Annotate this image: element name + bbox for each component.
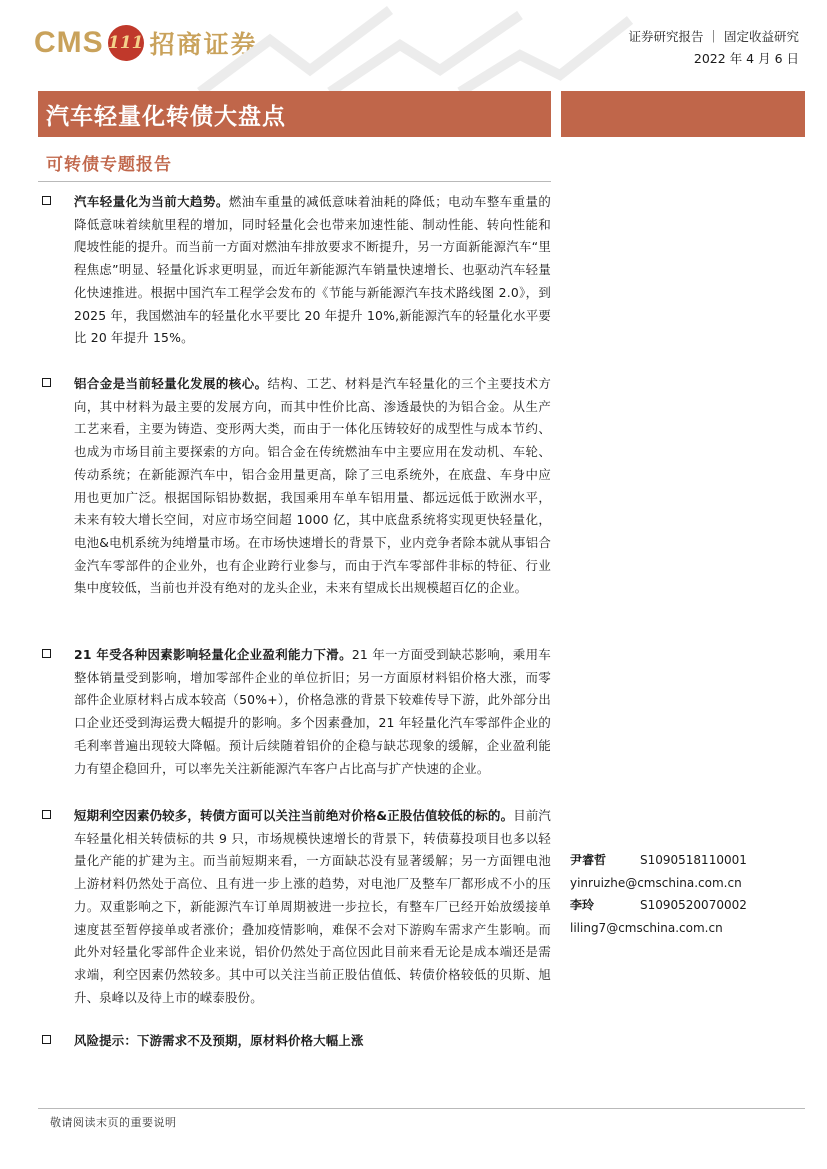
bullet-item — [38, 191, 551, 350]
bullet-square-icon — [42, 649, 51, 658]
bullet-text: 燃油车重量的减低意味着油耗的降低；电动车整车重量的降低意味着续航里程的增加，同时轻量化会也带来加速性能、制动性能、转向性能和爬坡性能的提升。而当前一方面对燃油车排放要求不断提升，另一方面新能源汽车“里程焦虑”明显、轻量化诉求更明显，而近年新能源汽车销量快速增长、也驱动汽车轻量化快速推进。根据中国汽车工程学会发布的《节能与新能源汽车技术路线图 2.0》，到 2025 年，我国燃油车的轻量化水平要比 20 年提升 10%,新能源汽车的轻量化水平要比 20 年提升 15%。 — [74, 194, 552, 346]
header-arrows-watermark-icon — [180, 0, 640, 92]
report-meta — [629, 26, 799, 70]
divider — [38, 181, 551, 182]
bullet-item — [38, 805, 551, 1009]
title-bar — [38, 91, 551, 137]
analyst-cert: S1090520070002 — [640, 898, 747, 912]
bullet-text: 目前汽车轻量化相关转债标的共 9 只，市场规模快速增长的背景下，转债募投项目也多以轻量化产能的扩建为主。而当前短期来看，一方面缺芯没有显著缓解；另一方面锂电池上游材料仍然处于高位、且有进一步上涨的趋势，对电池厂及整车厂都形成不小的压力。双重影响之下，新能源汽车订单周期被进一步拉长，有整车厂已经开始放缓接单速度甚至暂停接单或者涨价；叠加疫情影响，难保不会对下游购车需求产生影响。而此外对轻量化零部件企业来说，铝价仍然处于高位因此目前来看无论是成本端还是需求端，利空因素仍然较多。其中可以关注当前正股估值低、转债价格较低的贝斯、旭升、泉峰以及待上市的嵘泰股份。 — [74, 808, 551, 1005]
bullet-square-icon — [42, 1035, 51, 1044]
bullet-square-icon — [42, 196, 51, 205]
bullet-square-icon — [42, 810, 51, 819]
footer-note: 敬请阅读末页的重要说明 — [50, 1116, 177, 1129]
bullet-lead: 短期利空因素仍较多，转债方面可以关注当前绝对价格&正股估值较低的标的。 — [74, 808, 514, 823]
analyst-email[interactable]: liling7@cmschina.com.cn — [570, 920, 723, 935]
risk-warning: 风险提示：下游需求不及预期，原材料价格大幅上涨 — [74, 1033, 364, 1048]
analyst-name: 李玲 — [570, 898, 595, 912]
bullet-text: 21 年一方面受到缺芯影响，乘用车整体销量受到影响，增加零部件企业的单位折旧；另一方面原材料铝价格大涨，而零部件企业原材料占成本较高（50%+），价格急涨的背景下较难传导下游，此外部分出口企业还受到海运费大幅提升的影响。多个因素叠加，21 年轻量化汽车零部件企业的毛利率普遍出现较大降幅。预计后续随着铝价的企稳与缺芯现象的缓解，企业盈利能力有望企稳回升，可以率先关注新能源汽车客户占比高与扩产快速的企业。 — [74, 647, 551, 776]
bullet-item — [38, 373, 551, 600]
logo-cms-text: CMS — [34, 26, 104, 59]
analyst-email[interactable]: yinruizhe@cmschina.com.cn — [570, 875, 742, 890]
bullet-square-icon — [42, 378, 51, 387]
report-type: 证券研究报告 ｜ 固定收益研究 — [628, 29, 799, 44]
bullet-paragraph — [74, 644, 551, 780]
bullet-lead: 铝合金是当前轻量化发展的核心。 — [74, 376, 268, 391]
analyst-name: 尹睿哲 — [570, 853, 607, 867]
analyst-row — [570, 894, 810, 917]
bullet-paragraph — [74, 1030, 551, 1053]
bullet-item — [38, 1030, 551, 1053]
bullet-paragraph — [74, 191, 551, 350]
report-date: 2022 年 4 月 6 日 — [693, 51, 799, 66]
footer-divider — [38, 1108, 805, 1109]
logo-company-name: 招商证券 — [149, 30, 258, 59]
bullet-lead: 21 年受各种因素影响轻量化企业盈利能力下滑。 — [74, 647, 352, 662]
bullet-text: 结构、工艺、材料是汽车轻量化的三个主要技术方向，其中材料为最主要的发展方向，而其中性价比高、渗透最快的为铝合金。从生产工艺来看，主要为铸造、变形两大类，而由于一体化压铸较好的成型性与成本节约、也成为市场目前主要探索的方向。铝合金在传统燃油车中主要应用在发动机、车轮、传动系统；在新能源汽车中，铝合金用量更高，除了三电系统外，在底盘、车身中应用也更加广泛。根据国际铝协数据，我国乘用车单车铝用量、都远远低于欧洲水平，未来有较大增长空间，对应市场空间超 1000 亿，其中底盘系统将实现更快轻量化，电池&电机系统为纯增量市场。在市场快速增长的背景下，业内竞争者除本就从事铝合金汽车零部件的企业外，也有企业跨行业参与，而由于汽车零部件非标的特征、行业集中度较低，当前也并没有绝对的龙头企业，未来有望成长出规模超百亿的企业。 — [74, 376, 552, 596]
logo-emblem-icon: 111 — [108, 25, 144, 61]
report-title: 汽车轻量化转债大盘点 — [46, 104, 286, 130]
bullet-paragraph — [74, 373, 551, 600]
bullet-item — [38, 644, 551, 780]
analyst-panel — [570, 849, 810, 939]
analyst-cert: S1090518110001 — [640, 853, 747, 867]
report-subtitle: 可转债专题报告 — [46, 155, 172, 175]
bullet-lead: 汽车轻量化为当前大趋势。 — [74, 194, 229, 209]
analyst-row — [570, 849, 810, 872]
bullet-paragraph — [74, 805, 551, 1009]
sidebar-banner — [561, 91, 805, 137]
